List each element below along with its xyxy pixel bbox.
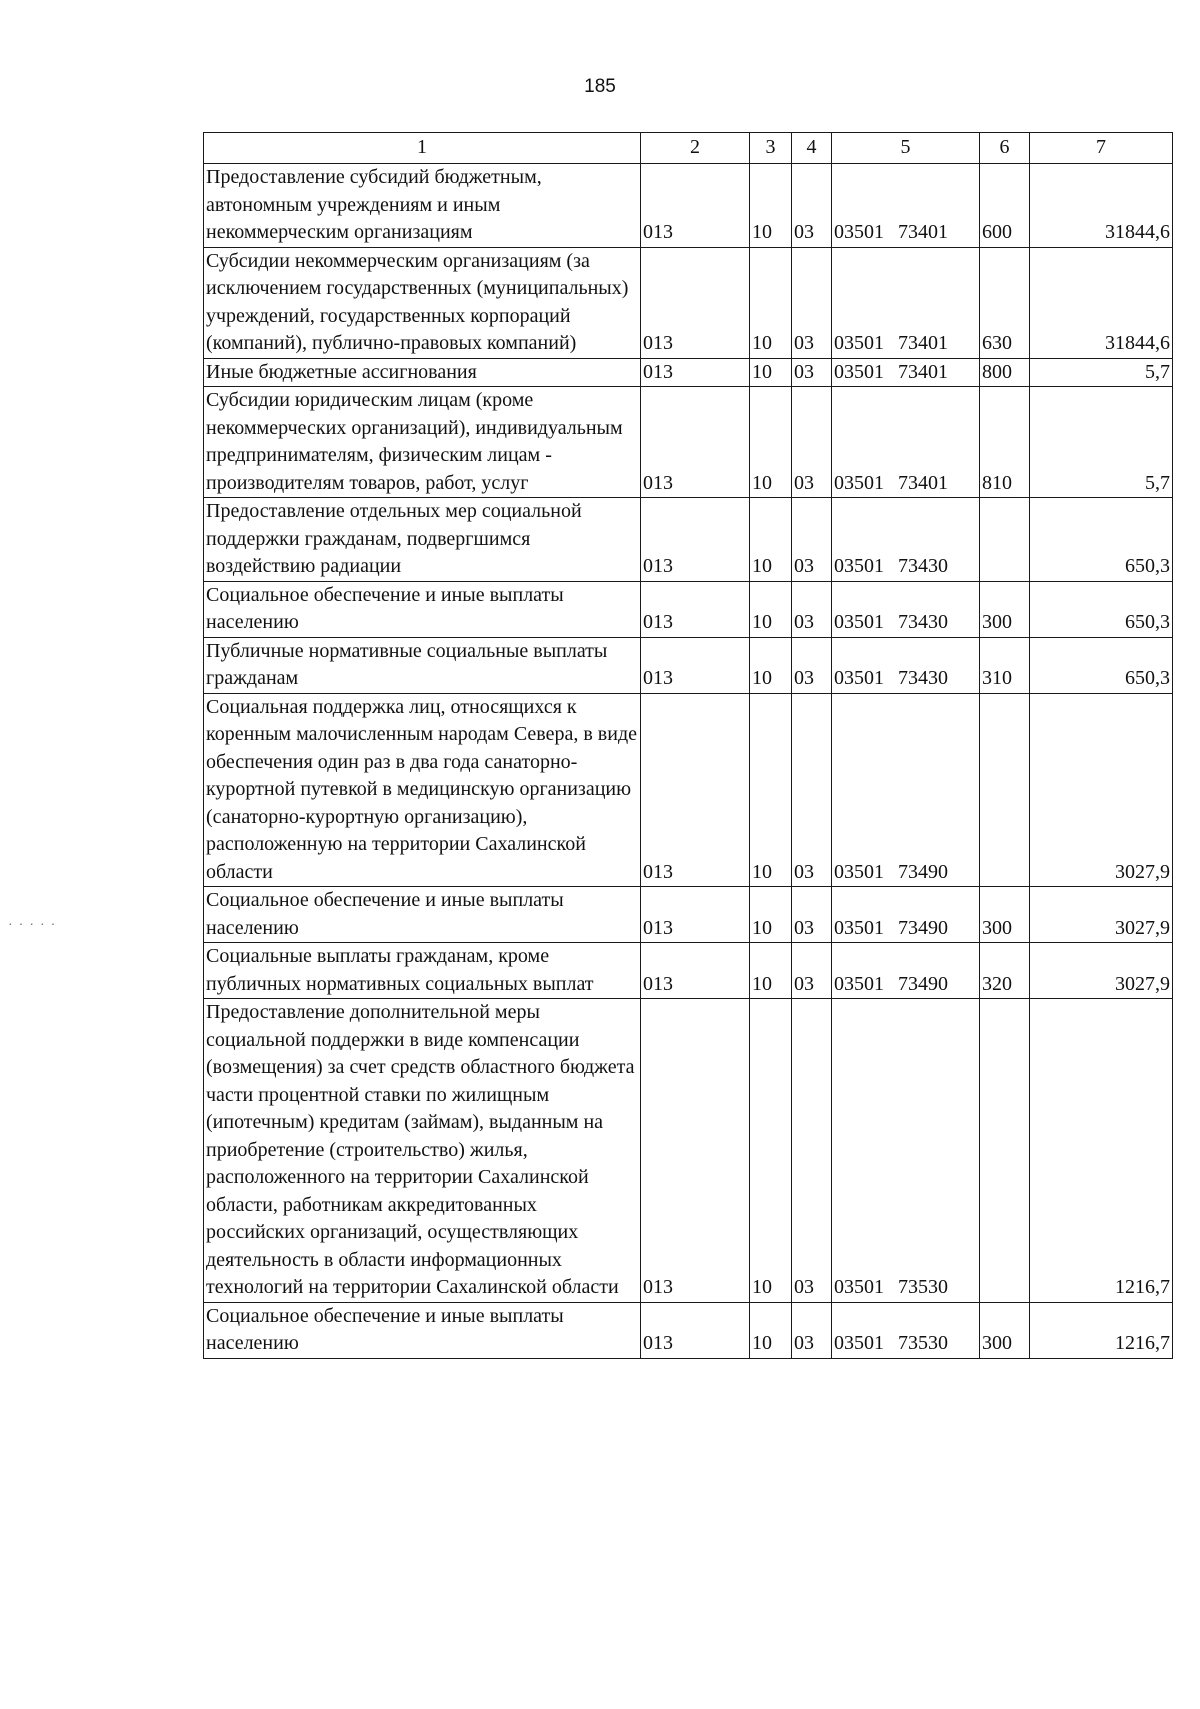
target-code-direction: 73401 [898,221,948,243]
row-code-section: 10 [750,247,792,358]
row-code-ministry: 013 [641,887,750,943]
row-code-section: 10 [750,358,792,387]
row-code-target [832,358,980,387]
row-code-ministry: 013 [641,358,750,387]
row-code-section: 10 [750,581,792,637]
header-col-4: 4 [792,133,832,164]
row-code-target [832,693,980,887]
header-row [204,133,1173,164]
row-code-section: 10 [750,693,792,887]
target-code-program: 03501 [834,1332,884,1354]
row-code-expense-type: 320 [980,943,1030,999]
target-code-program: 03501 [834,972,884,995]
row-code-ministry: 013 [641,1302,750,1358]
row-name: Субсидии некоммерческим организациям (за исключением государственных (муниципальных) учреждений, государственных корпораций (компаний), публично-правовых компаний) [204,247,641,358]
table-row [204,358,1173,387]
row-code-section: 10 [750,999,792,1303]
row-amount: 31844,6 [1030,164,1173,248]
page-number: 185 [584,76,616,97]
row-code-target [832,887,980,943]
row-amount: 3027,9 [1030,693,1173,887]
table-row [204,693,1173,887]
target-code-program: 03501 [834,1276,884,1298]
row-code-section: 10 [750,887,792,943]
target-code-direction: 73401 [898,332,948,354]
target-code-program: 03501 [834,221,884,243]
row-code-subsection: 03 [792,581,832,637]
row-amount: 1216,7 [1030,999,1173,1303]
row-code-section: 10 [750,498,792,582]
row-code-target [832,637,980,693]
row-code-ministry: 013 [641,498,750,582]
row-amount: 1216,7 [1030,1302,1173,1358]
row-code-section: 10 [750,387,792,498]
row-code-subsection: 03 [792,999,832,1303]
header-col-2: 2 [641,133,750,164]
row-name: Социальное обеспечение и иные выплаты населению [204,581,641,637]
row-name: Предоставление отдельных мер социальной поддержки гражданам, подвергшимся воздействию радиации [204,498,641,582]
row-name: Социальное обеспечение и иные выплаты населению [204,887,641,943]
row-code-target [832,247,980,358]
row-code-ministry: 013 [641,581,750,637]
target-code-direction: 73430 [898,667,948,689]
row-code-ministry: 013 [641,164,750,248]
row-code-expense-type: 300 [980,1302,1030,1358]
table-row [204,887,1173,943]
row-code-target [832,1302,980,1358]
target-code-direction: 73490 [898,916,948,939]
row-code-expense-type [980,693,1030,887]
row-code-expense-type: 800 [980,358,1030,387]
row-code-subsection: 03 [792,1302,832,1358]
row-amount: 650,3 [1030,581,1173,637]
row-code-subsection: 03 [792,637,832,693]
row-code-expense-type: 810 [980,387,1030,498]
row-code-ministry: 013 [641,943,750,999]
target-code-program: 03501 [834,555,884,577]
target-code-direction: 73430 [898,611,948,633]
row-code-subsection: 03 [792,387,832,498]
row-code-ministry: 013 [641,247,750,358]
table-row [204,164,1173,248]
target-code-direction: 73401 [898,471,948,494]
row-code-target [832,999,980,1303]
row-code-ministry: 013 [641,637,750,693]
table-row [204,637,1173,693]
row-code-expense-type: 300 [980,581,1030,637]
row-code-subsection: 03 [792,693,832,887]
row-name: Предоставление дополнительной меры социальной поддержки в виде компенсации (возмещения) за счет средств областного бюджета части процентной ставки по жилищным (ипотечным) кредитам (займам), выданным на приобретение (строительство) жилья, расположенного на территории Сахалинской области, работникам аккредитованных российских организаций, осуществляющих деятельность в области информационных технологий на территории Сахалинской области [204,999,641,1303]
target-code-program: 03501 [834,916,884,939]
row-code-subsection: 03 [792,943,832,999]
row-name: Социальные выплаты гражданам, кроме публичных нормативных социальных выплат [204,943,641,999]
row-code-section: 10 [750,637,792,693]
table-row [204,498,1173,582]
row-code-subsection: 03 [792,164,832,248]
target-code-program: 03501 [834,667,884,689]
row-code-expense-type: 300 [980,887,1030,943]
row-code-section: 10 [750,164,792,248]
table-row [204,581,1173,637]
row-amount: 31844,6 [1030,247,1173,358]
table-row [204,999,1173,1303]
header-col-5: 5 [832,133,980,164]
row-code-target [832,498,980,582]
row-amount: 650,3 [1030,498,1173,582]
row-amount: 3027,9 [1030,887,1173,943]
row-code-expense-type: 600 [980,164,1030,248]
row-amount: 650,3 [1030,637,1173,693]
row-code-section: 10 [750,1302,792,1358]
target-code-direction: 73490 [898,972,948,995]
target-code-direction: 73530 [898,1332,948,1354]
row-code-target [832,581,980,637]
row-code-subsection: 03 [792,247,832,358]
row-name: Иные бюджетные ассигнования [204,358,641,387]
row-code-section: 10 [750,943,792,999]
row-code-target [832,164,980,248]
target-code-program: 03501 [834,332,884,354]
table-row [204,1302,1173,1358]
header-col-3: 3 [750,133,792,164]
row-code-subsection: 03 [792,358,832,387]
target-code-program: 03501 [834,611,884,633]
table-row [204,247,1173,358]
row-code-subsection: 03 [792,498,832,582]
target-code-direction: 73401 [898,360,948,383]
target-code-program: 03501 [834,360,884,383]
target-code-program: 03501 [834,860,884,883]
row-amount: 5,7 [1030,387,1173,498]
target-code-program: 03501 [834,471,884,494]
row-code-target [832,387,980,498]
row-code-expense-type: 630 [980,247,1030,358]
header-col-7: 7 [1030,133,1173,164]
row-name: Публичные нормативные социальные выплаты гражданам [204,637,641,693]
table-row [204,387,1173,498]
budget-table [203,132,1173,1359]
row-code-expense-type [980,498,1030,582]
table-row [204,943,1173,999]
header-col-6: 6 [980,133,1030,164]
row-code-target [832,943,980,999]
row-code-ministry: 013 [641,387,750,498]
target-code-direction: 73530 [898,1276,948,1298]
row-name: Субсидии юридическим лицам (кроме некоммерческих организаций), индивидуальным предпринимателям, физическим лицам - производителям товаров, работ, услуг [204,387,641,498]
row-name: Предоставление субсидий бюджетным, автономным учреждениям и иным некоммерческим организациям [204,164,641,248]
target-code-direction: 73490 [898,860,948,883]
row-name: Социальное обеспечение и иные выплаты населению [204,1302,641,1358]
row-code-expense-type: 310 [980,637,1030,693]
row-name: Социальная поддержка лиц, относящихся к коренным малочисленным народам Севера, в виде обеспечения один раз в два года санаторно-курортной путевкой в медицинскую организацию (санаторно-курортную организацию), расположенную на территории Сахалинской области [204,693,641,887]
header-col-1: 1 [204,133,641,164]
row-code-ministry: 013 [641,693,750,887]
target-code-direction: 73430 [898,555,948,577]
row-amount: 3027,9 [1030,943,1173,999]
row-code-ministry: 013 [641,999,750,1303]
scan-speck: ····· [8,915,62,931]
row-amount: 5,7 [1030,358,1173,387]
row-code-subsection: 03 [792,887,832,943]
row-code-expense-type [980,999,1030,1303]
